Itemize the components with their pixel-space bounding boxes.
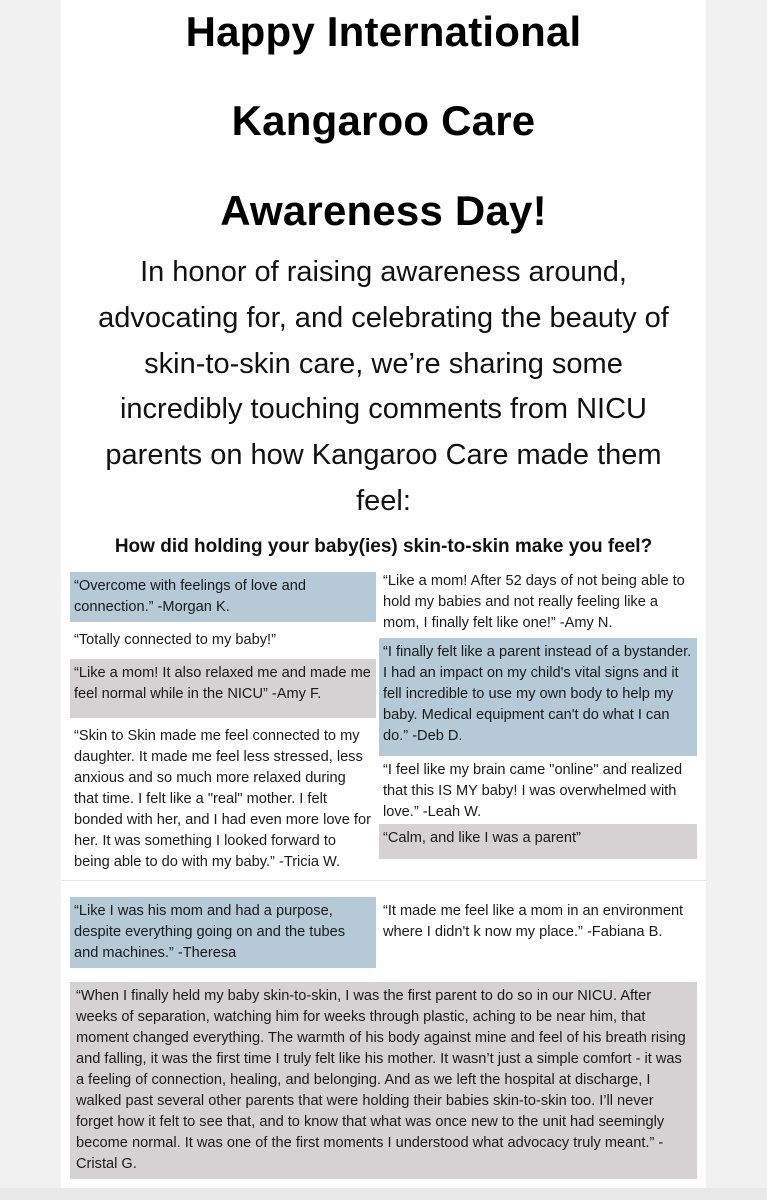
comment-morgan: “Overcome with feelings of love and connection.” -Morgan K. [70,572,376,622]
title-line-3: Awareness Day! [220,187,547,234]
comment-amy-n: “Like a mom! After 52 days of not being able to hold my babies and not really feeling like a mom, I finally felt like one!” -Amy N. [383,573,685,631]
title-line-2: Kangaroo Care [231,97,536,144]
comment-amy-f: “Like a mom! It also relaxed me and made me feel normal while in the NICU” -Amy F. [70,659,376,718]
comment-tricia: “Skin to Skin made me feel connected to my daughter. It made me feel less stressed, less anxious and so much more relaxed during that time. I felt like a "real" mother. I felt bonded with her, and I had even more love for her. It was something I looked forward to being able to do with my baby.” -Tricia W. [74,728,371,870]
section-divider [61,880,706,881]
comment-calm: “Calm, and like I was a parent” [379,824,697,859]
intro-paragraph: In honor of raising awareness around, advocating for, and celebrating the beauty of skin-to-skin care, we’re sharing some incredibly touching comments from NICU parents on how Kangaroo Care made them feel: [98,256,669,517]
comment-deb: “I finally felt like a parent instead of a bystander. I had an impact on my child's vital signs and it fell incredible to use my own body to help my baby. Medical equipment can't do what I can do.” -Deb D. [379,638,697,756]
comment-theresa: “Like I was his mom and had a purpose, despite everything going on and the tubes and machines.” -Theresa [70,897,376,968]
comment-connected: “Totally connected to my baby!” [74,632,276,648]
title-line-1: Happy International [185,8,582,55]
document-page [61,0,706,1188]
comment-leah: “I feel like my brain came "online" and realized that this IS MY baby! I was overwhelmed with love.” -Leah W. [383,762,683,820]
bottom-edge [0,1188,767,1200]
comment-fabiana: “It made me feel like a mom in an environment where I didn't k now my place.” -Fabiana B. [383,903,684,940]
survey-question: How did holding your baby(ies) skin-to-skin make you feel? [114,536,653,557]
comment-cristal: “When I finally held my baby skin-to-skin, I was the first parent to do so in our NICU. After weeks of separation, watching him for weeks through plastic, aching to be near him, that moment changed everything. The warmth of his body against mine and feel of his breath rising and falling, it was the first time I truly felt like his mother. It wasn’t just a simple comfort - it was a feeling of connection, healing, and belonging. And as we left the hospital at discharge, I walked past several other parents that were holding their babies skin-to-skin too. I’ll never forget how it felt to see that, and to know that what was once new to the unit had seemingly become normal. It was one of the first moments I understood what advocacy truly meant.” -Cristal G. [70,982,697,1179]
